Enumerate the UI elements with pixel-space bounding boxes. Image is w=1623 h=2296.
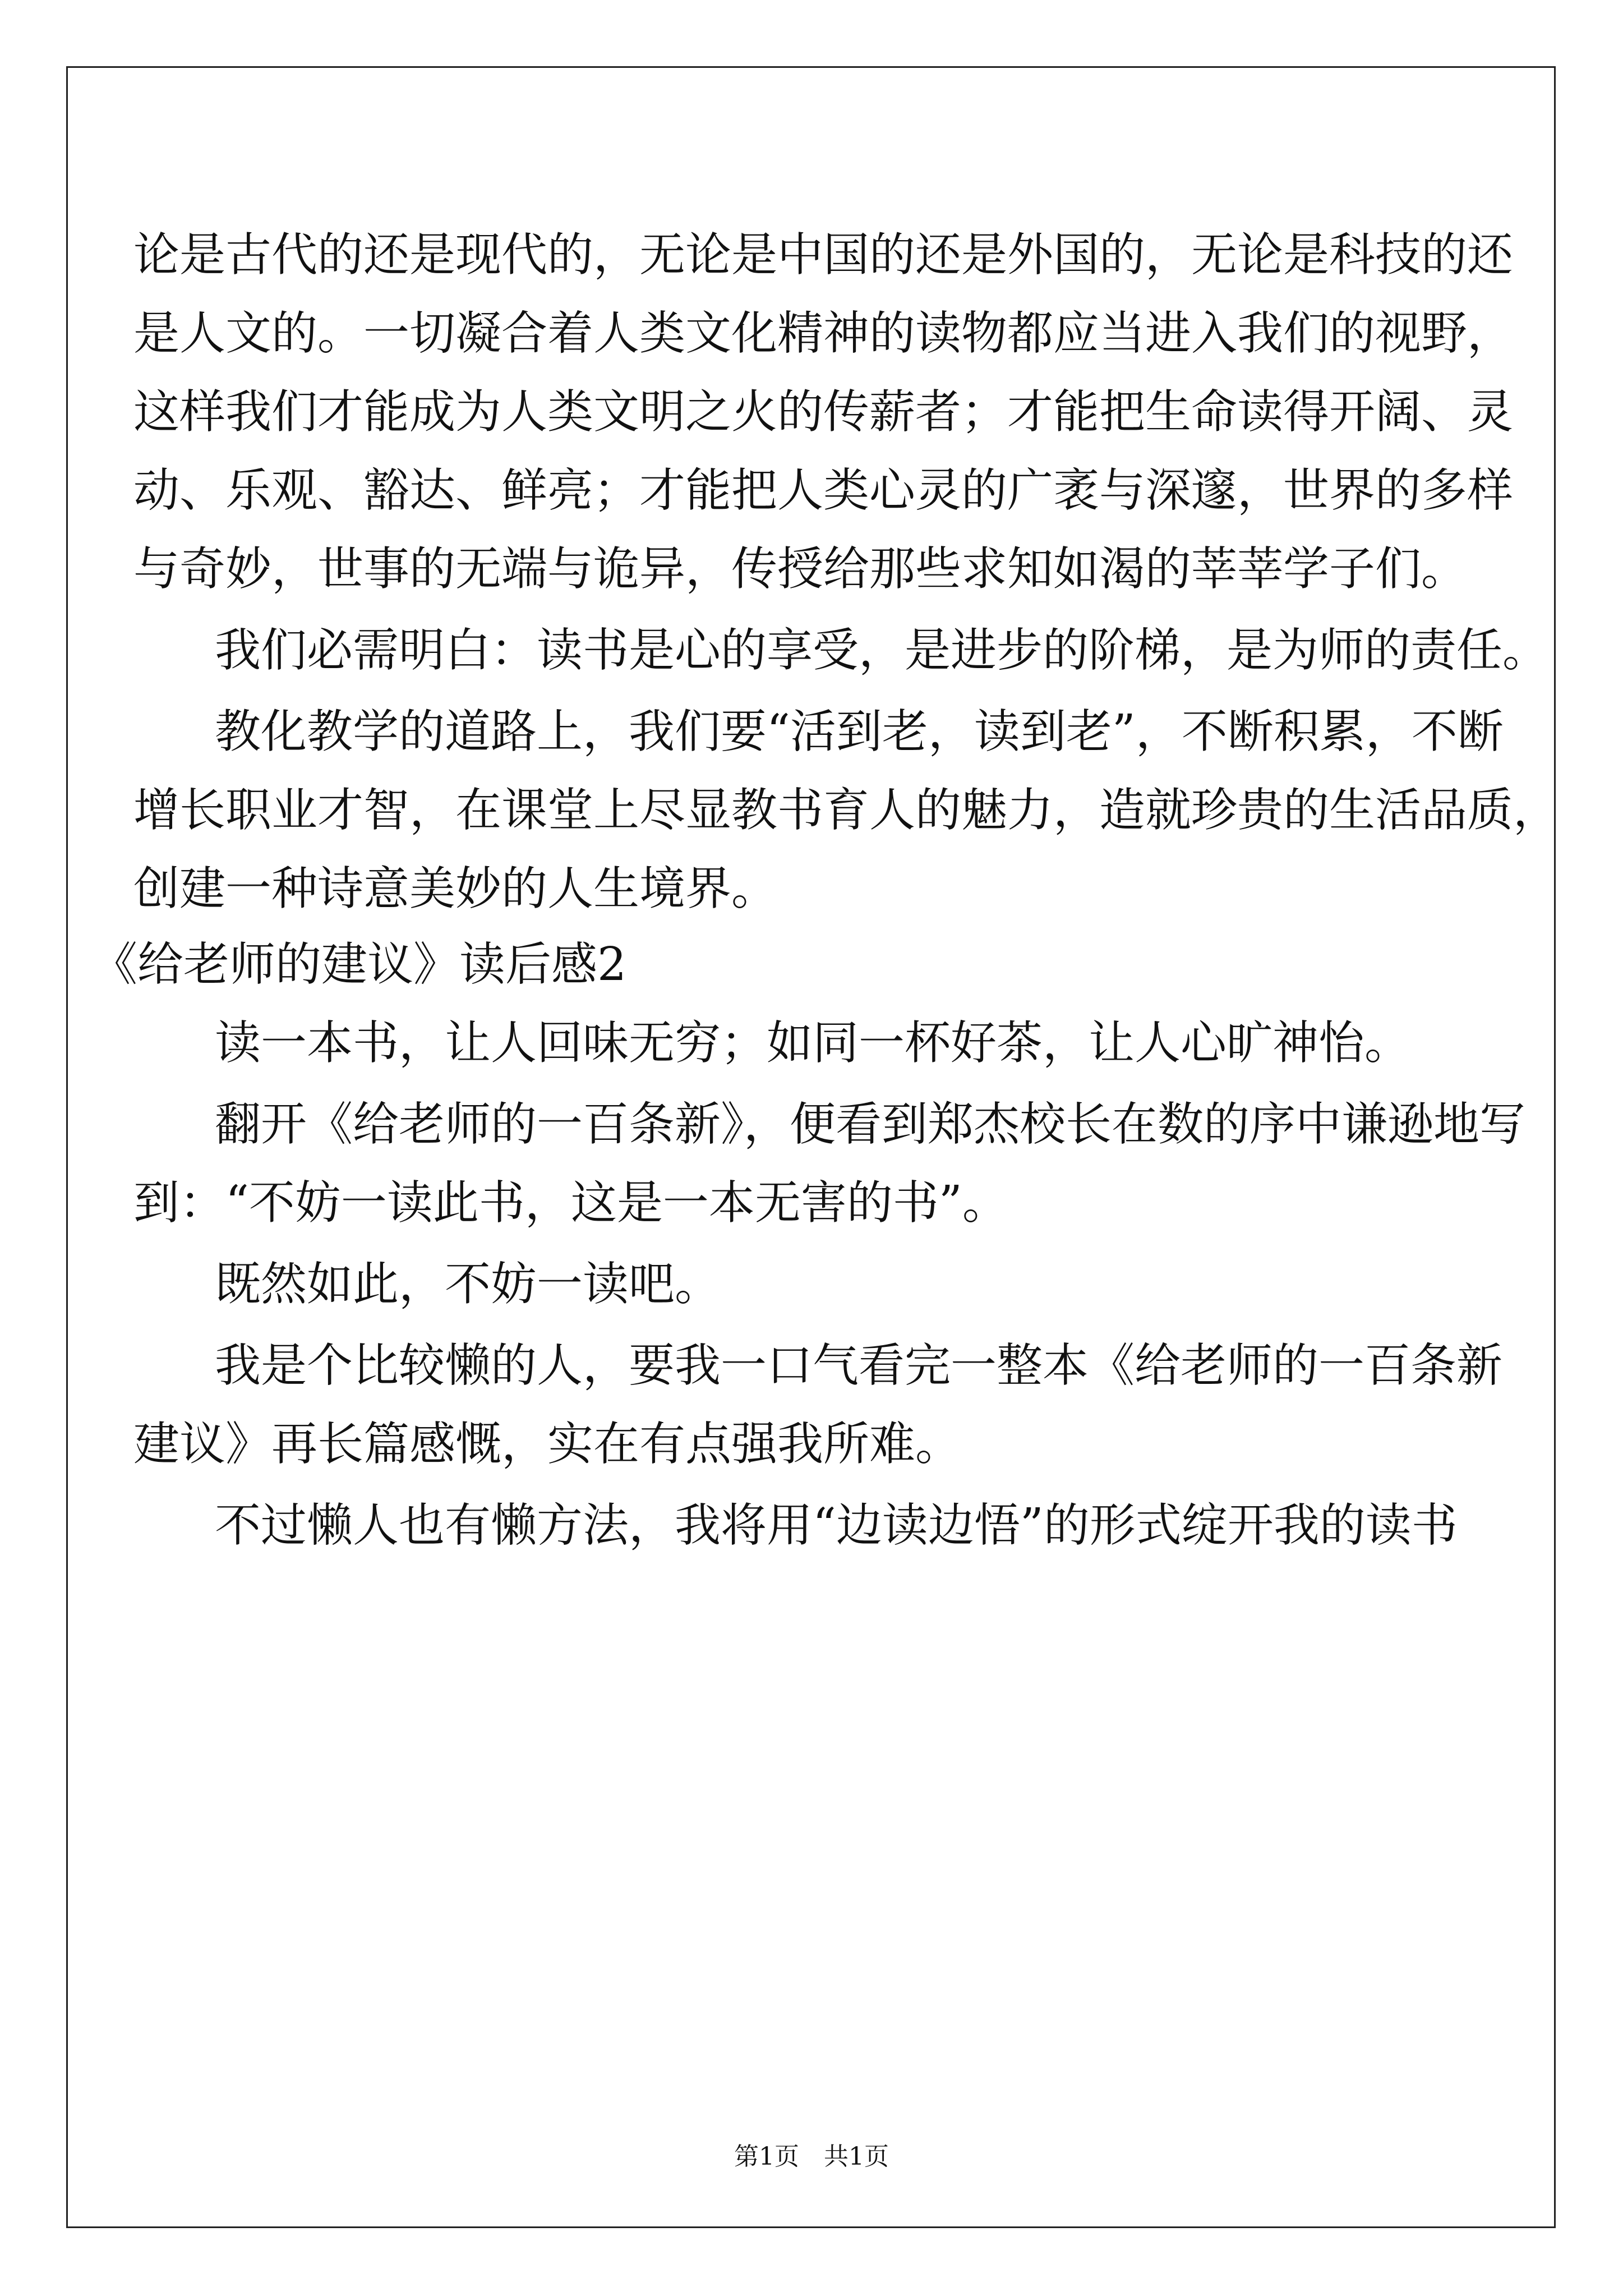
text-line-1: 论是古代的还是现代的，无论是中国的还是外国的，无论是科技的还	[133, 228, 1514, 282]
page-number-footer: 第1页 共1页	[734, 2142, 889, 2171]
text-line-11: 读一本书，让人回味无穷；如同一杯好茶，让人心旷神怡。	[215, 1016, 1411, 1070]
text-line-14: 既然如此，不妨一读吧。	[215, 1258, 721, 1311]
text-line-15: 我是个比较懒的人，要我一口气看完一整本《给老师的一百条新	[215, 1339, 1503, 1392]
text-line-17: 不过懒人也有懒方法，我将用“边读边悟”的形式绽开我的读书	[215, 1499, 1458, 1552]
text-line-8: 增长职业才智，在课堂上尽显教书育人的魅力，造就珍贵的生活品质，	[133, 784, 1560, 837]
text-line-16: 建议》再长篇感慨，实在有点强我所难。	[133, 1418, 962, 1471]
text-line-5: 与奇妙，世事的无端与诡异，传授给那些求知如渴的莘莘学子们。	[133, 542, 1468, 596]
text-line-4: 动、乐观、豁达、鲜亮；才能把人类心灵的广袤与深邃，世界的多样	[133, 464, 1514, 517]
text-line-13: 到：“不妨一读此书，这是一本无害的书”。	[133, 1176, 1008, 1230]
section-heading: 《给老师的建议》读后感2	[91, 938, 627, 991]
text-line-9: 创建一种诗意美妙的人生境界。	[133, 862, 778, 915]
text-line-12: 翻开《给老师的一百条新》，便看到郑杰校长在数的序中谦逊地写	[215, 1098, 1526, 1151]
text-line-3: 这样我们才能成为人类文明之火的传薪者；才能把生命读得开阔、灵	[133, 385, 1514, 439]
text-line-7: 教化教学的道路上，我们要“活到老，读到老”，不断积累，不断	[215, 705, 1504, 758]
text-line-6: 我们必需明白：读书是心的享受，是进步的阶梯，是为师的责任。	[215, 624, 1549, 677]
text-line-2: 是人文的。一切凝合着人类文化精神的读物都应当进入我们的视野，	[133, 307, 1514, 360]
